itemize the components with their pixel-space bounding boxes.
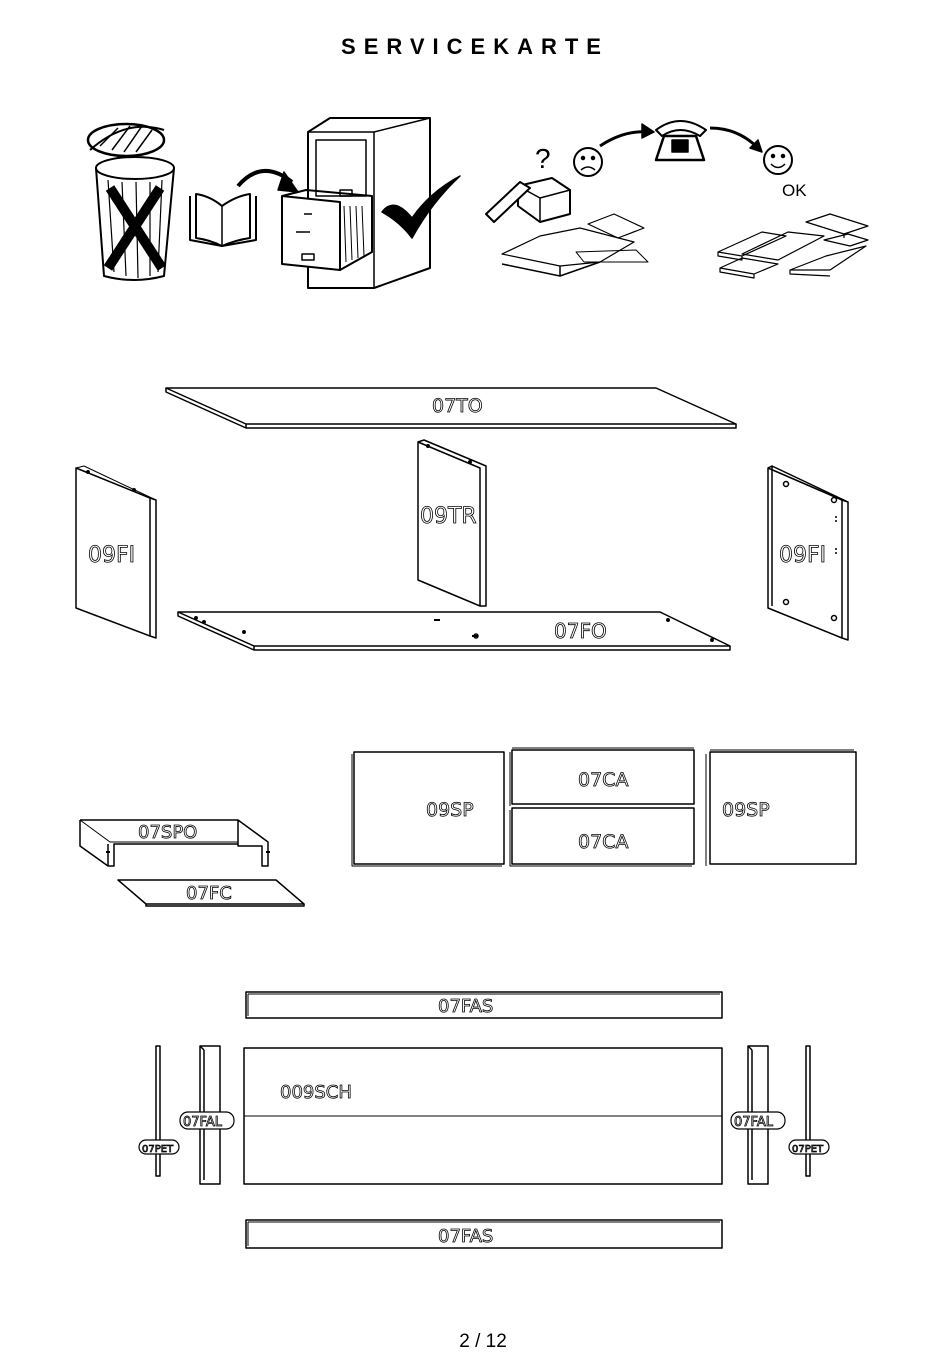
label-back-right: 09SP <box>722 799 770 821</box>
box-icon <box>486 178 570 222</box>
label-back-left: 09SP <box>426 799 474 821</box>
damaged-panels-icon <box>502 214 648 276</box>
label-drawer-frame: 07SPO <box>138 822 198 843</box>
label-frame-side-right: 07FAL <box>734 1115 773 1130</box>
label-side-left: 09FI <box>88 543 136 568</box>
label-drawer-front-top: 07CA <box>578 769 629 791</box>
label-drawer-front-bottom: 07CA <box>578 831 629 853</box>
bottom-panel <box>178 612 730 650</box>
label-edge-left: 07PET <box>142 1144 174 1155</box>
sad-face-icon <box>574 148 602 176</box>
label-bottom: 07FO <box>554 619 607 643</box>
label-frame-side-left: 07FAL <box>183 1115 222 1130</box>
label-panel: 009SCH <box>280 1082 352 1103</box>
filing-cabinet-icon <box>282 118 430 288</box>
label-drawer-bottom: 07FC <box>186 883 232 904</box>
ok-label: OK <box>782 181 807 200</box>
edge-strip-right <box>806 1046 810 1176</box>
glass-panel <box>244 1048 722 1184</box>
telephone-icon <box>656 121 706 160</box>
label-divider: 09TR <box>420 504 477 529</box>
page-title: SERVICEKARTE <box>341 34 609 59</box>
label-frame-top: 07FAS <box>438 996 494 1017</box>
open-book-icon <box>190 194 256 246</box>
label-frame-bottom: 07FAS <box>438 1226 494 1247</box>
label-side-right: 09FI <box>779 543 827 568</box>
edge-strip-left <box>156 1046 160 1176</box>
happy-face-icon <box>764 146 792 174</box>
label-top: 07TO <box>432 395 483 417</box>
label-edge-right: 07PET <box>792 1144 824 1155</box>
arrow-icon <box>238 171 298 192</box>
panels-icon <box>718 214 868 278</box>
question-mark: ? <box>535 143 551 174</box>
trash-bin-icon <box>88 124 174 280</box>
page-number: 2 / 12 <box>459 1331 507 1352</box>
